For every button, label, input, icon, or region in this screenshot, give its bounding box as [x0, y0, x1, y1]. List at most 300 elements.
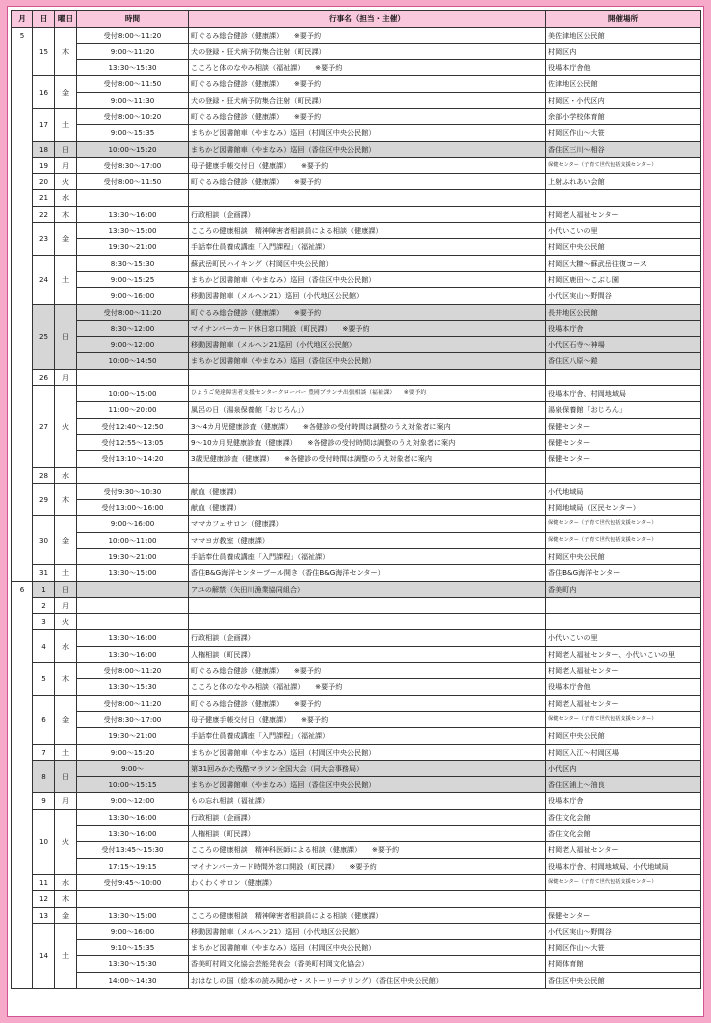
calendar-body	[12, 27, 701, 989]
place-cell: 村岡区・小代区内	[546, 92, 701, 108]
event-cell: 犬の登録・狂犬病予防集合注射（町民課）	[189, 43, 546, 59]
event-row	[12, 809, 701, 825]
place-cell: 余部小学校体育館	[546, 108, 701, 124]
place-cell: 村岡地域局（区民センター）	[546, 500, 701, 516]
event-row	[12, 27, 701, 43]
event-row	[12, 369, 701, 385]
place-cell: 小代いこいの里	[546, 223, 701, 239]
event-row	[12, 711, 701, 727]
event-row	[12, 353, 701, 369]
weekday-cell: 木	[55, 891, 77, 907]
weekday-cell: 火	[55, 386, 77, 467]
event-cell: まちかど図書館車（やまなみ）巡回（香住区中央公民館）	[189, 271, 546, 287]
event-row	[12, 402, 701, 418]
weekday-cell: 木	[55, 206, 77, 222]
event-cell: こころと体のなやみ相談（福祉課） ※要予約	[189, 679, 546, 695]
time-cell: 受付8:00～11:20	[77, 304, 189, 320]
day-cell: 2	[33, 597, 55, 613]
place-cell: 村岡区入江～村岡区場	[546, 744, 701, 760]
event-row	[12, 940, 701, 956]
day-cell: 19	[33, 157, 55, 173]
event-row	[12, 141, 701, 157]
event-row	[12, 760, 701, 776]
event-cell: 町ぐるみ総合健診（健康課） ※要予約	[189, 663, 546, 679]
event-row	[12, 923, 701, 939]
event-row	[12, 125, 701, 141]
place-cell: 長井地区公民館	[546, 304, 701, 320]
place-cell: 小代区実山～野間谷	[546, 923, 701, 939]
time-cell: 13:30～15:00	[77, 565, 189, 581]
place-cell	[546, 190, 701, 206]
weekday-cell: 月	[55, 369, 77, 385]
time-cell: 9:00～16:00	[77, 923, 189, 939]
event-row	[12, 418, 701, 434]
place-cell: 保健センター	[546, 907, 701, 923]
event-cell: 母子健康手帳交付日（健康課） ※要予約	[189, 157, 546, 173]
place-cell	[546, 891, 701, 907]
time-cell: 10:00～15:15	[77, 777, 189, 793]
place-cell: 役場本庁舎	[546, 320, 701, 336]
time-cell: 受付8:00～11:50	[77, 174, 189, 190]
event-cell: まちかど図書館車（やまなみ）巡回（村岡区中央公民館）	[189, 940, 546, 956]
event-cell: 移動図書館車（メルヘン21巡回（小代地区公民館）	[189, 337, 546, 353]
event-row	[12, 60, 701, 76]
month-cell: 5	[12, 27, 33, 581]
event-row	[12, 777, 701, 793]
event-cell: 第31回みかた残酷マラソン全国大会（同大会事務局）	[189, 760, 546, 776]
place-cell: 上射ふれあい会館	[546, 174, 701, 190]
weekday-cell: 金	[55, 76, 77, 109]
event-cell: 行政相談（企画課）	[189, 206, 546, 222]
weekday-cell: 金	[55, 695, 77, 744]
time-cell	[77, 467, 189, 483]
day-cell: 27	[33, 386, 55, 467]
event-cell: 町ぐるみ総合健診（健康課） ※要予約	[189, 695, 546, 711]
event-row	[12, 337, 701, 353]
event-cell: ママカフェサロン（健康課）	[189, 516, 546, 532]
event-row	[12, 190, 701, 206]
weekday-cell: 土	[55, 255, 77, 304]
time-cell: 受付8:00～11:20	[77, 663, 189, 679]
day-cell: 22	[33, 206, 55, 222]
event-row	[12, 972, 701, 988]
event-cell: 9～10カ月児健康診査（健康課） ※各健診の受付時間は調整のうえ対象者に案内	[189, 434, 546, 450]
weekday-cell: 水	[55, 874, 77, 890]
time-cell: 受付8:00～11:20	[77, 695, 189, 711]
event-cell: わくわくサロン（健康課）	[189, 874, 546, 890]
time-cell: 8:30～12:00	[77, 320, 189, 336]
place-cell: 村岡区作山～大笹	[546, 125, 701, 141]
event-cell: まちかど図書館車（やまなみ）巡回（香住区中央公民館）	[189, 353, 546, 369]
time-cell: 9:00～11:30	[77, 92, 189, 108]
place-cell: 香住区中央公民館	[546, 972, 701, 988]
time-cell: 受付13:10～14:20	[77, 451, 189, 467]
time-cell: 19:30～21:00	[77, 239, 189, 255]
time-cell: 9:00～12:00	[77, 337, 189, 353]
event-row	[12, 239, 701, 255]
weekday-cell: 日	[55, 581, 77, 597]
event-cell: 行政相談（企画課）	[189, 809, 546, 825]
event-cell: マイナンバーカード休日窓口開設（町民課） ※要予約	[189, 320, 546, 336]
header-day: 日	[33, 11, 55, 28]
weekday-cell: 木	[55, 27, 77, 76]
event-cell: 犬の登録・狂犬病予防集合注射（町民課）	[189, 92, 546, 108]
time-cell: 受付8:00～11:50	[77, 76, 189, 92]
event-row	[12, 874, 701, 890]
time-cell: 受付13:45～15:30	[77, 842, 189, 858]
time-cell: 受付9:30～10:30	[77, 483, 189, 499]
event-row	[12, 304, 701, 320]
day-cell: 24	[33, 255, 55, 304]
event-cell: 人権相談（町民課）	[189, 826, 546, 842]
time-cell: 10:00～11:00	[77, 532, 189, 548]
time-cell: 受付13:00～16:00	[77, 500, 189, 516]
place-cell: 村岡老人福祉センター、小代いこいの里	[546, 646, 701, 662]
time-cell: 13:30～16:00	[77, 826, 189, 842]
day-cell: 26	[33, 369, 55, 385]
event-cell: まちかど図書館車（やまなみ）巡回（村岡区中央公民館）	[189, 744, 546, 760]
event-cell: 手話奉仕員養成講座「入門課程」（福祉課）	[189, 728, 546, 744]
time-cell: 受付8:30～17:00	[77, 711, 189, 727]
weekday-cell: 金	[55, 516, 77, 565]
time-cell: 13:30～15:30	[77, 956, 189, 972]
weekday-cell: 金	[55, 223, 77, 256]
place-cell: 香住区三川～相谷	[546, 141, 701, 157]
event-row	[12, 663, 701, 679]
day-cell: 28	[33, 467, 55, 483]
event-row	[12, 842, 701, 858]
time-cell: 17:15～19:15	[77, 858, 189, 874]
header-place: 開催場所	[546, 11, 701, 28]
day-cell: 10	[33, 809, 55, 874]
place-cell: 村岡老人福祉センター	[546, 663, 701, 679]
time-cell: 19:30～21:00	[77, 549, 189, 565]
event-cell: 手話奉仕員養成講座「入門課程」（福祉課）	[189, 239, 546, 255]
weekday-cell: 日	[55, 304, 77, 369]
event-cell: こころと体のなやみ相談（福祉課） ※要予約	[189, 60, 546, 76]
event-cell: 人権相談（町民課）	[189, 646, 546, 662]
time-cell: 10:00～14:50	[77, 353, 189, 369]
event-cell: 移動図書館車（メルヘン21）巡回（小代地区公民館）	[189, 923, 546, 939]
event-row	[12, 532, 701, 548]
day-cell: 12	[33, 891, 55, 907]
event-row	[12, 826, 701, 842]
weekday-cell: 月	[55, 157, 77, 173]
day-cell: 29	[33, 483, 55, 516]
place-cell: 香住区浦上～油良	[546, 777, 701, 793]
time-cell: 8:30～15:30	[77, 255, 189, 271]
time-cell: 9:00～11:20	[77, 43, 189, 59]
event-cell: もの忘れ相談（福祉課）	[189, 793, 546, 809]
day-cell: 21	[33, 190, 55, 206]
weekday-cell: 水	[55, 190, 77, 206]
place-cell: 役場本庁舎、村岡地域局、小代地域局	[546, 858, 701, 874]
place-cell: 小代地域局	[546, 483, 701, 499]
event-row	[12, 728, 701, 744]
event-row	[12, 271, 701, 287]
event-row	[12, 891, 701, 907]
event-cell: 移動図書館車（メルヘン21）巡回（小代地区公民館）	[189, 288, 546, 304]
day-cell: 6	[33, 695, 55, 744]
time-cell: 受付8:00～11:20	[77, 27, 189, 43]
day-cell: 20	[33, 174, 55, 190]
event-cell: 献血（健康課）	[189, 483, 546, 499]
place-cell: 保健センター	[546, 434, 701, 450]
weekday-cell: 木	[55, 483, 77, 516]
day-cell: 15	[33, 27, 55, 76]
place-cell: 村岡老人福祉センター	[546, 695, 701, 711]
event-row	[12, 565, 701, 581]
event-row	[12, 451, 701, 467]
weekday-cell: 金	[55, 907, 77, 923]
time-cell	[77, 369, 189, 385]
event-row	[12, 744, 701, 760]
event-cell	[189, 467, 546, 483]
place-cell: 小代区実山～野間谷	[546, 288, 701, 304]
time-cell: 13:30～16:00	[77, 630, 189, 646]
day-cell: 25	[33, 304, 55, 369]
day-cell: 4	[33, 630, 55, 663]
event-cell: 3歳児健康診査（健康課） ※各健診の受付時間は調整のうえ対象者に案内	[189, 451, 546, 467]
event-cell: 香美町村岡文化協会芸能発表会（香美町村岡文化協会）	[189, 956, 546, 972]
event-calendar-table	[11, 10, 701, 989]
time-cell	[77, 190, 189, 206]
place-cell: 村岡区大糠～蘇武岳往復コース	[546, 255, 701, 271]
event-row	[12, 581, 701, 597]
time-cell: 10:00～15:00	[77, 386, 189, 402]
event-cell: こころの健康相談 精神障害者相談員による相談（健康課）	[189, 907, 546, 923]
header-row	[12, 11, 701, 28]
day-cell: 16	[33, 76, 55, 109]
event-row	[12, 858, 701, 874]
event-row	[12, 695, 701, 711]
place-cell: 保健センター（子育て世代包括支援センター）	[546, 532, 701, 548]
event-cell	[189, 614, 546, 630]
month-cell: 6	[12, 581, 33, 988]
event-row	[12, 255, 701, 271]
page-frame	[7, 6, 704, 1017]
weekday-cell: 日	[55, 760, 77, 793]
weekday-cell: 土	[55, 108, 77, 141]
event-row	[12, 320, 701, 336]
event-row	[12, 43, 701, 59]
weekday-cell: 火	[55, 614, 77, 630]
event-cell	[189, 369, 546, 385]
time-cell: 9:00～15:25	[77, 271, 189, 287]
time-cell: 10:00～15:20	[77, 141, 189, 157]
place-cell	[546, 467, 701, 483]
place-cell: 小代区内	[546, 760, 701, 776]
weekday-cell: 火	[55, 809, 77, 874]
time-cell: 19:30～21:00	[77, 728, 189, 744]
day-cell: 14	[33, 923, 55, 988]
event-cell: 町ぐるみ総合健診（健康課） ※要予約	[189, 27, 546, 43]
time-cell: 受付9:45～10:00	[77, 874, 189, 890]
place-cell: 役場本庁舎他	[546, 679, 701, 695]
weekday-cell: 水	[55, 467, 77, 483]
event-cell: アユの解禁（矢田川漁業協同組合）	[189, 581, 546, 597]
time-cell: 13:30～15:00	[77, 223, 189, 239]
place-cell: 佐津地区公民館	[546, 76, 701, 92]
place-cell: 村岡区鹿田～こぶし園	[546, 271, 701, 287]
time-cell: 受付12:40～12:50	[77, 418, 189, 434]
place-cell: 保健センター	[546, 418, 701, 434]
day-cell: 7	[33, 744, 55, 760]
event-cell: マイナンバーカード時間外窓口開設（町民課） ※要予約	[189, 858, 546, 874]
place-cell: 香住文化会館	[546, 826, 701, 842]
time-cell: 9:10～15:35	[77, 940, 189, 956]
weekday-cell: 日	[55, 141, 77, 157]
place-cell: 村岡区中央公民館	[546, 728, 701, 744]
time-cell: 9:00～15:35	[77, 125, 189, 141]
day-cell: 11	[33, 874, 55, 890]
event-cell: 3～4カ月児健康診査（健康課） ※各健診の受付時間は調整のうえ対象者に案内	[189, 418, 546, 434]
time-cell: 13:30～15:00	[77, 907, 189, 923]
event-row	[12, 157, 701, 173]
event-cell: まちかど図書館車（やまなみ）巡回（香住区中央公民館）	[189, 777, 546, 793]
event-cell: 町ぐるみ総合健診（健康課） ※要予約	[189, 108, 546, 124]
event-row	[12, 679, 701, 695]
event-row	[12, 206, 701, 222]
time-cell: 13:30～16:00	[77, 646, 189, 662]
place-cell: 小代区石寺～神場	[546, 337, 701, 353]
time-cell: 9:00～16:00	[77, 516, 189, 532]
place-cell: 小代いこいの里	[546, 630, 701, 646]
event-cell: こころの健康相談 精神障害者相談員による相談（健康課）	[189, 223, 546, 239]
time-cell: 13:30～15:30	[77, 60, 189, 76]
place-cell: 村岡老人福祉センター	[546, 842, 701, 858]
place-cell: 香住区八原～鎧	[546, 353, 701, 369]
place-cell: 役場本庁舎他	[546, 60, 701, 76]
weekday-cell: 月	[55, 597, 77, 613]
event-cell: ひょうご発達障害者支援センタークローバー 豊岡ブランチ出張相談（福祉課） ※要予約	[189, 386, 546, 402]
event-cell: 母子健康手帳交付日（健康課） ※要予約	[189, 711, 546, 727]
place-cell: 村岡区中央公民館	[546, 239, 701, 255]
weekday-cell: 土	[55, 923, 77, 988]
place-cell: 保健センター（子育て世代包括支援センター）	[546, 711, 701, 727]
event-row	[12, 516, 701, 532]
time-cell: 13:30～15:30	[77, 679, 189, 695]
place-cell: 村岡区内	[546, 43, 701, 59]
event-cell: 町ぐるみ総合健診（健康課） ※要予約	[189, 76, 546, 92]
header-event: 行事名（担当・主催）	[189, 11, 546, 28]
day-cell: 30	[33, 516, 55, 565]
event-row	[12, 793, 701, 809]
time-cell	[77, 891, 189, 907]
place-cell: 保健センター（子育て世代包括支援センター）	[546, 874, 701, 890]
event-cell: 献血（健康課）	[189, 500, 546, 516]
place-cell: 香住B&G海洋センター	[546, 565, 701, 581]
event-cell: まちかど図書館車（やまなみ）巡回（村岡区中央公民館）	[189, 125, 546, 141]
event-row	[12, 646, 701, 662]
place-cell	[546, 614, 701, 630]
time-cell: 受付8:30～17:00	[77, 157, 189, 173]
time-cell: 11:00～20:00	[77, 402, 189, 418]
event-row	[12, 108, 701, 124]
event-row	[12, 956, 701, 972]
day-cell: 8	[33, 760, 55, 793]
place-cell: 村岡老人福祉センター	[546, 206, 701, 222]
time-cell	[77, 581, 189, 597]
time-cell: 9:00～15:20	[77, 744, 189, 760]
event-cell: まちかど図書館車（やまなみ）巡回（香住区中央公民館）	[189, 141, 546, 157]
header-month: 月	[12, 11, 33, 28]
day-cell: 9	[33, 793, 55, 809]
place-cell: 保健センター（子育て世代包括支援センター）	[546, 516, 701, 532]
weekday-cell: 月	[55, 793, 77, 809]
event-cell	[189, 891, 546, 907]
event-row	[12, 288, 701, 304]
day-cell: 5	[33, 663, 55, 696]
event-cell: おはなしの国（絵本の読み聞かせ・ストーリーテリング）（香住区中央公民館）	[189, 972, 546, 988]
time-cell	[77, 614, 189, 630]
event-row	[12, 630, 701, 646]
event-row	[12, 76, 701, 92]
weekday-cell: 木	[55, 663, 77, 696]
place-cell: 村岡体育館	[546, 956, 701, 972]
event-row	[12, 500, 701, 516]
event-cell	[189, 597, 546, 613]
time-cell: 13:30～16:00	[77, 206, 189, 222]
event-row	[12, 597, 701, 613]
time-cell: 14:00～14:30	[77, 972, 189, 988]
event-cell: 手話奉仕員養成講座「入門課程」（福祉課）	[189, 549, 546, 565]
place-cell: 香住文化会館	[546, 809, 701, 825]
place-cell: 役場本庁舎、村岡地域局	[546, 386, 701, 402]
event-cell: ママヨガ教室（健康課）	[189, 532, 546, 548]
event-cell: 町ぐるみ総合健診（健康課） ※要予約	[189, 174, 546, 190]
time-cell: 13:30～16:00	[77, 809, 189, 825]
weekday-cell: 火	[55, 174, 77, 190]
event-cell: 行政相談（企画課）	[189, 630, 546, 646]
time-cell: 受付12:55～13:05	[77, 434, 189, 450]
event-row	[12, 223, 701, 239]
day-cell: 3	[33, 614, 55, 630]
time-cell	[77, 597, 189, 613]
event-cell: 蘇武岳町民ハイキング（村岡区中央公民館）	[189, 255, 546, 271]
day-cell: 17	[33, 108, 55, 141]
event-row	[12, 174, 701, 190]
place-cell	[546, 369, 701, 385]
header-weekday: 曜日	[55, 11, 77, 28]
day-cell: 1	[33, 581, 55, 597]
day-cell: 23	[33, 223, 55, 256]
place-cell: 役場本庁舎	[546, 793, 701, 809]
place-cell: 村岡区作山～大笹	[546, 940, 701, 956]
event-row	[12, 614, 701, 630]
time-cell: 9:00～12:00	[77, 793, 189, 809]
place-cell: 村岡区中央公民館	[546, 549, 701, 565]
event-row	[12, 549, 701, 565]
event-row	[12, 92, 701, 108]
weekday-cell: 土	[55, 565, 77, 581]
day-cell: 13	[33, 907, 55, 923]
time-cell: 受付8:00～10:20	[77, 108, 189, 124]
place-cell: 保健センター（子育て世代包括支援センター）	[546, 157, 701, 173]
place-cell: 湯泉保養館「おじろん」	[546, 402, 701, 418]
place-cell: 香美町内	[546, 581, 701, 597]
event-cell	[189, 190, 546, 206]
event-cell: 町ぐるみ総合健診（健康課） ※要予約	[189, 304, 546, 320]
event-row	[12, 483, 701, 499]
place-cell	[546, 597, 701, 613]
header-time: 時間	[77, 11, 189, 28]
event-row	[12, 386, 701, 402]
event-cell: こころの健康相談 精神科医師による相談（健康課） ※要予約	[189, 842, 546, 858]
place-cell: 美佐津地区公民館	[546, 27, 701, 43]
event-cell: 香住B&G海洋センタープール開き（香住B&G海洋センター）	[189, 565, 546, 581]
event-row	[12, 467, 701, 483]
